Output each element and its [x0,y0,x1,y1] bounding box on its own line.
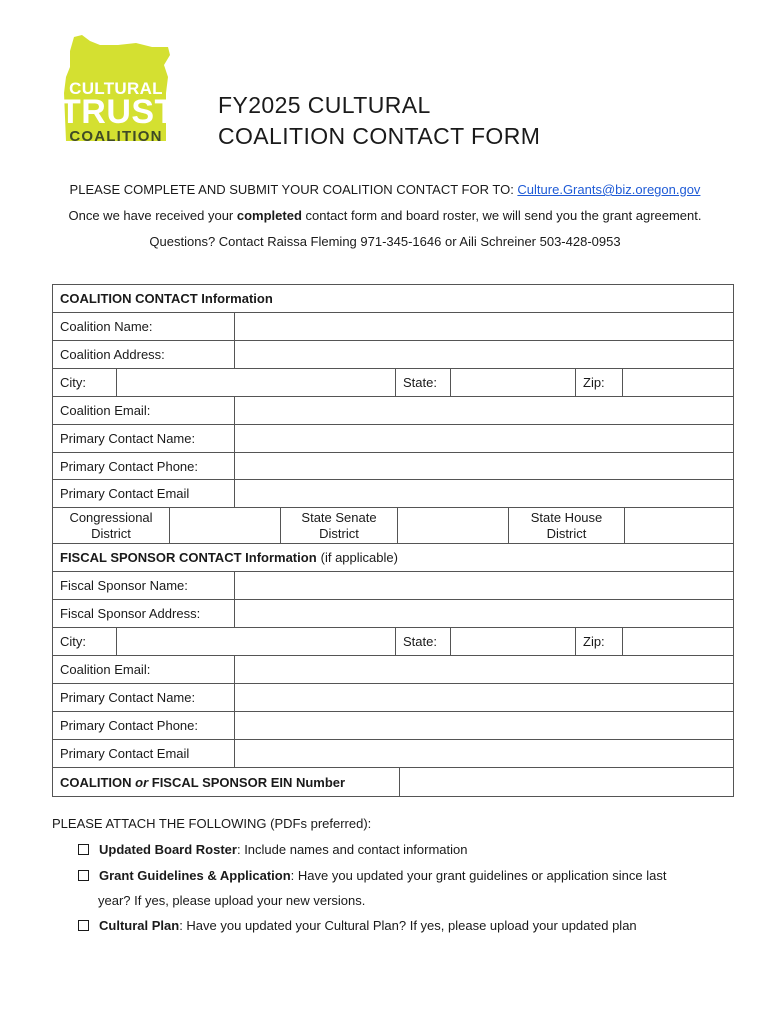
label-congressional-line2: District [91,525,131,541]
row-districts [53,508,733,544]
submit-instructions [0,182,770,197]
fiscal-sponsor-header-title: FISCAL SPONSOR CONTACT Information [60,550,317,565]
questions-contact: Questions? Contact Raissa Fleming 971-345-1646 or Aili Schreiner 503-428-0953 [149,234,621,249]
attach-item-board-roster-title: Updated Board Roster [99,842,237,857]
section-header-fiscal-sponsor [53,544,733,572]
label-senate-line1: State Senate [301,509,377,525]
label-fs-state: State: [396,628,451,655]
label-city: City: [53,369,117,396]
attach-item-grant-guidelines-continued: year? If yes, please upload your new versions. [98,893,366,908]
input-primary-contact-email[interactable] [235,480,733,507]
label-fs-zip: Zip: [576,628,623,655]
label-senate-line2: District [319,525,359,541]
input-fs-zip[interactable] [623,628,733,655]
row-ein [53,768,733,796]
input-ein[interactable] [400,768,733,796]
input-fiscal-sponsor-name[interactable] [235,572,733,599]
label-primary-contact-phone: Primary Contact Phone: [53,453,235,479]
label-fiscal-sponsor-name: Fiscal Sponsor Name: [53,572,235,599]
label-fs-contact-email: Primary Contact Email [53,740,235,767]
label-primary-contact-email: Primary Contact Email [53,480,235,507]
input-fs-city[interactable] [117,628,396,655]
title-line-2: COALITION CONTACT FORM [218,123,541,149]
label-fiscal-sponsor-address: Fiscal Sponsor Address: [53,600,235,627]
checkbox-board-roster[interactable] [78,844,89,855]
row-primary-contact-email [53,480,733,508]
label-state: State: [396,369,451,396]
label-state-senate-district [281,508,398,543]
agreement-note [0,208,770,223]
row-fs-contact-name [53,684,733,712]
row-fs-city-state-zip [53,628,733,656]
checkbox-grant-guidelines[interactable] [78,870,89,881]
label-fs-email: Coalition Email: [53,656,235,683]
input-state[interactable] [451,369,576,396]
label-ein-part2: FISCAL SPONSOR EIN Number [151,774,346,790]
label-coalition-address: Coalition Address: [53,341,235,368]
label-primary-contact-name: Primary Contact Name: [53,425,235,452]
row-fs-contact-email [53,740,733,768]
fiscal-sponsor-header-note: (if applicable) [320,550,398,565]
label-fs-city: City: [53,628,117,655]
label-zip: Zip: [576,369,623,396]
cultural-trust-logo [60,33,176,145]
input-coalition-address[interactable] [235,341,733,368]
logo-line-coalition: COALITION [69,128,163,145]
input-fs-contact-name[interactable] [235,684,733,711]
row-coalition-address [53,341,733,369]
section-header-fiscal-sponsor-text [53,544,733,571]
attach-heading: PLEASE ATTACH THE FOLLOWING (PDFs preferred): [52,816,372,831]
label-congressional-line1: Congressional [69,509,153,525]
row-coalition-email [53,397,733,425]
row-fiscal-sponsor-address [53,600,733,628]
submit-instructions-text: PLEASE COMPLETE AND SUBMIT YOUR COALITION CONTACT FOR TO: [69,182,518,197]
label-house-line2: District [546,525,587,541]
label-fs-contact-name: Primary Contact Name: [53,684,235,711]
label-ein-or: or [135,774,149,790]
label-congressional-district [53,508,170,543]
logo-line-trust: TRUST [60,93,176,131]
input-city[interactable] [117,369,396,396]
email-link[interactable]: Culture.Grants@biz.oregon.gov [517,182,701,197]
row-fs-contact-phone [53,712,733,740]
checkbox-cultural-plan[interactable] [78,920,89,931]
label-ein [53,768,400,796]
input-fs-email[interactable] [235,656,733,683]
attach-item-board-roster [78,842,468,857]
label-coalition-email: Coalition Email: [53,397,235,424]
row-fiscal-sponsor-name [53,572,733,600]
input-fs-contact-phone[interactable] [235,712,733,739]
logo-line-cultural: CULTURAL [69,79,163,98]
input-fs-contact-email[interactable] [235,740,733,767]
agreement-note-suffix: contact form and board roster, we will send you the grant agreement. [301,208,702,223]
input-coalition-email[interactable] [235,397,733,424]
input-zip[interactable] [623,369,733,396]
input-coalition-name[interactable] [235,313,733,340]
attach-item-grant-guidelines-text: : Have you updated your grant guidelines or application since last [290,868,667,883]
attach-item-cultural-plan-text: : Have you updated your Cultural Plan? If yes, please upload your updated plan [179,918,637,933]
label-fs-contact-phone: Primary Contact Phone: [53,712,235,739]
row-coalition-name [53,313,733,341]
row-city-state-zip [53,369,733,397]
row-primary-contact-name [53,425,733,453]
section-header-coalition-text: COALITION CONTACT Information [60,291,273,306]
label-ein-part1: COALITION [60,774,132,790]
input-state-senate-district[interactable] [398,508,509,543]
attach-item-cultural-plan [78,918,637,933]
label-house-line1: State House [530,509,603,525]
contact-form-table [52,284,734,797]
attach-item-board-roster-text: : Include names and contact information [236,842,468,857]
title-line-1: FY2025 CULTURAL [218,92,431,118]
input-fiscal-sponsor-address[interactable] [235,600,733,627]
label-coalition-name: Coalition Name: [53,313,235,340]
attach-item-grant-guidelines [78,868,666,883]
form-title [218,90,540,152]
label-state-house-district [509,508,625,543]
agreement-note-prefix: Once we have received your [68,208,237,223]
attach-item-grant-guidelines-title: Grant Guidelines & Application [99,868,291,883]
input-primary-contact-phone[interactable] [235,453,733,479]
agreement-note-bold: completed [236,208,302,223]
input-primary-contact-name[interactable] [235,425,733,452]
row-fs-email [53,656,733,684]
section-header-coalition [53,285,733,313]
input-state-house-district[interactable] [625,508,733,543]
attach-item-cultural-plan-title: Cultural Plan [99,918,180,933]
row-primary-contact-phone [53,453,733,480]
input-congressional-district[interactable] [170,508,281,543]
input-fs-state[interactable] [451,628,576,655]
